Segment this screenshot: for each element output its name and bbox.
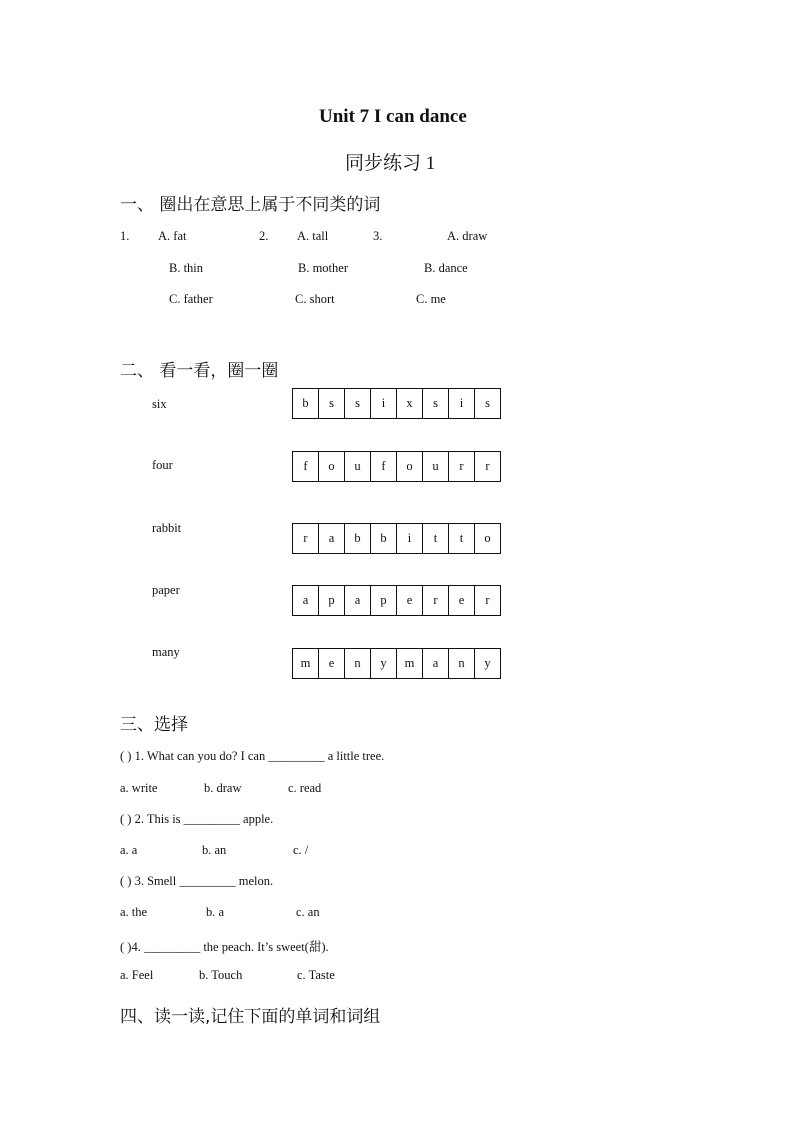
letter-cell[interactable]: u	[423, 452, 449, 481]
q1-option-a: A. fat	[158, 229, 187, 243]
mc-q3-option-b: b. a	[206, 905, 225, 919]
letter-cell[interactable]: n	[449, 649, 475, 678]
letter-cell[interactable]: o	[475, 524, 501, 553]
q1-number: 1.	[120, 229, 130, 243]
letter-cell[interactable]: p	[371, 586, 397, 615]
word-paper: paper	[152, 583, 180, 597]
letter-cell[interactable]: s	[423, 389, 449, 418]
section-4-heading: 四、读一读,记住下面的单词和词组	[120, 1007, 381, 1027]
letter-cell[interactable]: s	[345, 389, 371, 418]
section-2-heading: 二、 看一看，圈一圈	[120, 361, 279, 381]
letter-cell[interactable]: t	[449, 524, 475, 553]
word-four: four	[152, 458, 173, 472]
letter-cell[interactable]: i	[397, 524, 423, 553]
mc-question-4: ( )4. _________ the peach. It’s sweet(甜).	[120, 940, 329, 954]
letter-cell[interactable]: a	[345, 586, 371, 615]
letter-cell[interactable]: s	[475, 389, 501, 418]
q3-option-a: A. draw	[447, 229, 488, 243]
letter-cell[interactable]: x	[397, 389, 423, 418]
letter-cell[interactable]: r	[449, 452, 475, 481]
letter-cell[interactable]: y	[475, 649, 501, 678]
letter-cell[interactable]: e	[449, 586, 475, 615]
letter-cell[interactable]: e	[397, 586, 423, 615]
letter-cell[interactable]: u	[345, 452, 371, 481]
letter-cell[interactable]: i	[449, 389, 475, 418]
letter-cell[interactable]: e	[319, 649, 345, 678]
mc-q1-option-a: a. write	[120, 781, 158, 795]
letter-cell[interactable]: t	[423, 524, 449, 553]
mc-q2-option-a: a. a	[120, 843, 138, 857]
mc-q4-option-b: b. Touch	[199, 968, 243, 982]
letter-cell[interactable]: p	[319, 586, 345, 615]
letter-cell[interactable]: n	[345, 649, 371, 678]
q2-number: 2.	[259, 229, 269, 243]
letter-cell[interactable]: o	[319, 452, 345, 481]
q3-option-c: C. me	[416, 292, 446, 306]
letter-cell[interactable]: y	[371, 649, 397, 678]
letter-cell[interactable]: f	[371, 452, 397, 481]
word-rabbit: rabbit	[152, 521, 182, 535]
mc-q4-option-c: c. Taste	[297, 968, 335, 982]
mc-q1-option-b: b. draw	[204, 781, 242, 795]
letter-cell[interactable]: b	[371, 524, 397, 553]
mc-question-3: ( ) 3. Smell _________ melon.	[120, 874, 274, 888]
section-1-heading: 一、 圈出在意思上属于不同类的词	[120, 195, 381, 215]
page-title: Unit 7 I can dance	[319, 106, 467, 127]
letter-cell[interactable]: a	[319, 524, 345, 553]
letter-cell[interactable]: r	[475, 452, 501, 481]
q3-number: 3.	[373, 229, 383, 243]
page-subtitle: 同步练习 1	[345, 153, 436, 174]
q2-option-a: A. tall	[297, 229, 329, 243]
letter-cell[interactable]: m	[293, 649, 319, 678]
mc-question-1: ( ) 1. What can you do? I can _________ a little tree.	[120, 749, 385, 763]
section-3-heading: 三、选择	[120, 715, 188, 735]
letter-grid-paper	[292, 585, 501, 616]
q2-option-b: B. mother	[298, 261, 348, 275]
letter-grid-many	[292, 648, 501, 679]
mc-q1-option-c: c. read	[288, 781, 322, 795]
word-six: six	[152, 397, 167, 411]
mc-q2-option-c: c. /	[293, 843, 309, 857]
letter-grid-four	[292, 451, 501, 482]
letter-cell[interactable]: r	[293, 524, 319, 553]
letter-cell[interactable]: s	[319, 389, 345, 418]
letter-cell[interactable]: r	[475, 586, 501, 615]
letter-cell[interactable]: a	[293, 586, 319, 615]
q1-option-b: B. thin	[169, 261, 204, 275]
letter-cell[interactable]: m	[397, 649, 423, 678]
word-many: many	[152, 645, 180, 659]
mc-q3-option-c: c. an	[296, 905, 320, 919]
letter-cell[interactable]: r	[423, 586, 449, 615]
mc-question-2: ( ) 2. This is _________ apple.	[120, 812, 274, 826]
letter-cell[interactable]: a	[423, 649, 449, 678]
mc-q2-option-b: b. an	[202, 843, 227, 857]
letter-grid-six	[292, 388, 501, 419]
letter-cell[interactable]: i	[371, 389, 397, 418]
q2-option-c: C. short	[295, 292, 335, 306]
mc-q3-option-a: a. the	[120, 905, 148, 919]
q3-option-b: B. dance	[424, 261, 468, 275]
mc-q4-option-a: a. Feel	[120, 968, 154, 982]
q1-option-c: C. father	[169, 292, 213, 306]
letter-grid-rabbit	[292, 523, 501, 554]
letter-cell[interactable]: f	[293, 452, 319, 481]
letter-cell[interactable]: b	[345, 524, 371, 553]
letter-cell[interactable]: o	[397, 452, 423, 481]
letter-cell[interactable]: b	[293, 389, 319, 418]
